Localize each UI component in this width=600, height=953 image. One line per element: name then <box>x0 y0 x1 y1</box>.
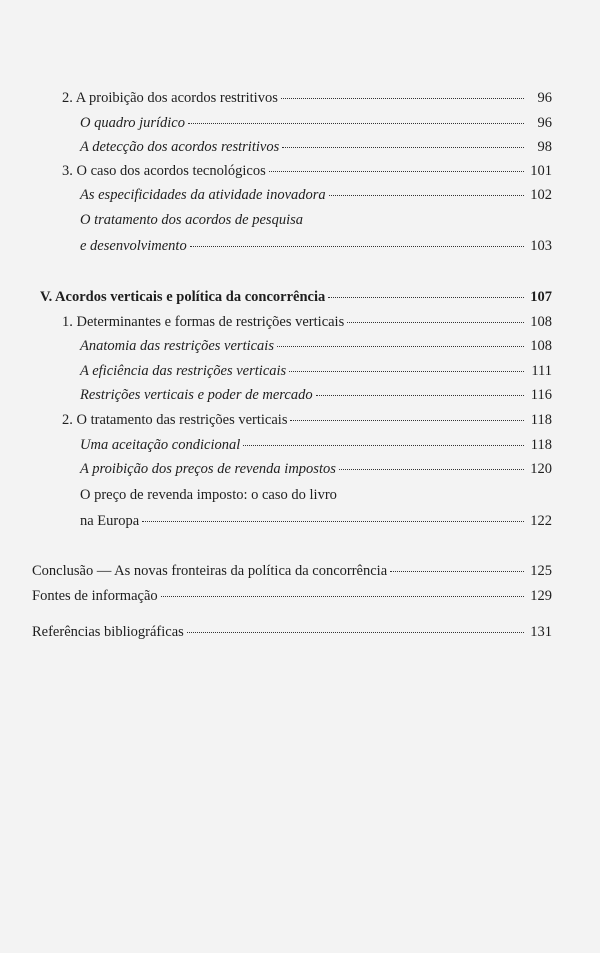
toc-entry <box>80 137 552 157</box>
leader-dots <box>290 419 524 421</box>
toc-chapter-heading <box>40 287 552 307</box>
leader-dots <box>347 321 524 323</box>
toc-entry-page: 108 <box>530 314 552 330</box>
toc-entry-title: O quadro jurídico <box>80 115 185 131</box>
toc-entry-page: 108 <box>530 338 552 354</box>
toc-entry <box>80 485 552 505</box>
toc-entry <box>32 561 552 581</box>
toc-entry-page: 125 <box>530 563 552 579</box>
toc-entry-page: 103 <box>530 238 552 254</box>
toc-entry <box>62 312 552 332</box>
toc-entry-title: Conclusão — As novas fronteiras da política da concorrência <box>32 563 388 579</box>
toc-entry-title: Referências bibliográficas <box>32 624 184 640</box>
leader-dots <box>190 245 524 247</box>
toc-entry-title: O tratamento dos acordos de pesquisa <box>80 212 303 228</box>
toc-entry-title: A detecção dos acordos restritivos <box>80 139 280 155</box>
toc-entry-page: 120 <box>530 461 552 477</box>
leader-dots <box>289 370 524 372</box>
toc-entry <box>80 185 552 205</box>
leader-dots <box>243 444 524 446</box>
toc-entry-title: Restrições verticais e poder de mercado <box>80 387 313 403</box>
toc-entry <box>32 622 552 642</box>
leader-dots <box>277 345 524 347</box>
toc-entry <box>80 361 552 381</box>
toc-entry-page: 107 <box>530 289 552 305</box>
toc-entry <box>80 210 552 230</box>
toc-entry <box>80 385 552 405</box>
toc-entry-title: Fontes de informação <box>32 588 158 604</box>
leader-dots <box>339 468 524 470</box>
leader-dots <box>188 122 524 124</box>
toc-entry-page: 111 <box>531 363 552 379</box>
toc-entry-title: e desenvolvimento <box>80 238 187 254</box>
toc-entry-page: 118 <box>530 437 552 453</box>
toc-entry-page: 96 <box>537 115 552 131</box>
leader-dots <box>328 296 524 298</box>
toc-entry-page: 116 <box>530 387 552 403</box>
toc-entry <box>80 113 552 133</box>
toc-entry <box>80 511 552 531</box>
toc-entry-page: 96 <box>537 90 552 106</box>
toc-entry-page: 102 <box>530 187 552 203</box>
leader-dots <box>390 570 524 572</box>
toc-entry <box>62 88 552 108</box>
toc-entry <box>80 236 552 256</box>
toc-entry-title: O preço de revenda imposto: o caso do livro <box>80 487 337 503</box>
toc-entry <box>80 459 552 479</box>
toc-entry <box>62 161 552 181</box>
toc-entry-title: As especificidades da atividade inovadora <box>80 187 326 203</box>
leader-dots <box>269 170 524 172</box>
toc-entry <box>80 336 552 356</box>
toc-entry-title: 1. Determinantes e formas de restrições verticais <box>62 314 345 330</box>
toc-entry <box>62 410 552 430</box>
toc-entry-title: 2. A proibição dos acordos restritivos <box>62 90 278 106</box>
toc-entry-title: Anatomia das restrições verticais <box>80 338 274 354</box>
toc-entry-title: Uma aceitação condicional <box>80 437 241 453</box>
toc-entry <box>80 435 552 455</box>
leader-dots <box>161 595 524 597</box>
toc-entry-page: 129 <box>530 588 552 604</box>
toc-entry <box>32 586 552 606</box>
toc-entry-title: na Europa <box>80 513 140 529</box>
toc-entry-page: 98 <box>537 139 552 155</box>
toc-entry-title: V. Acordos verticais e política da concorrência <box>40 289 326 305</box>
toc-entry-page: 101 <box>530 163 552 179</box>
toc-entry-page: 131 <box>530 624 552 640</box>
toc-entry-title: A eficiência das restrições verticais <box>80 363 287 379</box>
leader-dots <box>329 194 524 196</box>
leader-dots <box>281 97 524 99</box>
toc-entry-title: A proibição dos preços de revenda impostos <box>80 461 336 477</box>
leader-dots <box>282 146 524 148</box>
toc-entry-title: 3. O caso dos acordos tecnológicos <box>62 163 266 179</box>
leader-dots <box>187 631 524 633</box>
leader-dots <box>142 520 524 522</box>
leader-dots <box>316 394 524 396</box>
toc-entry-page: 118 <box>530 412 552 428</box>
toc-entry-page: 122 <box>530 513 552 529</box>
toc-entry-title: 2. O tratamento das restrições verticais <box>62 412 288 428</box>
